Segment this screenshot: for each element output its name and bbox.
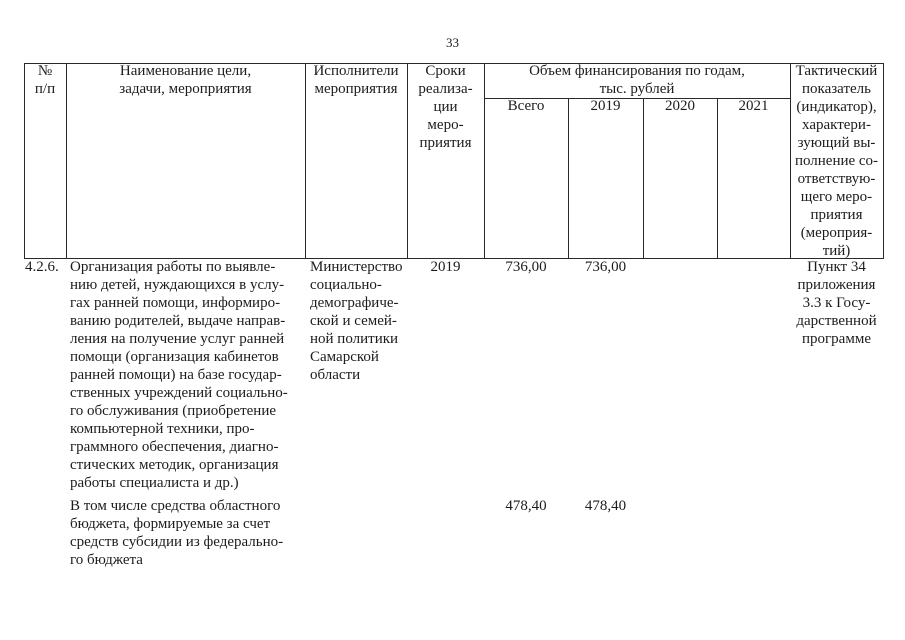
row-name: Организация работы по выявле- нию детей, нуждающихся в услу- гах ранней помощи, информиро- ванию родителей, выдаче направ- ления на получение услуг ранней помощи (организация кабинетов ранней помощи) на базе государ- ственных учреждений социально- го обслуживания (приобретение компьютерной техники, про- граммного обеспечения, диагно- стических методик, организация работы специалиста и др.) xyxy=(70,259,288,491)
row-funding-2019: 736,00 xyxy=(584,259,627,275)
table-grid-line xyxy=(643,98,644,259)
row-terms: 2019 xyxy=(430,259,461,275)
row-name: В том числе средства областного бюджета, формируемые за счет средств субсидии из федерально- го бюджета xyxy=(70,498,284,568)
row-funding-total: 736,00 xyxy=(505,259,547,275)
header-funding: Объем финансирования по годам, тыс. рублей xyxy=(529,63,745,97)
header-executors: Исполнители мероприятия xyxy=(313,63,399,97)
table-grid-line xyxy=(883,63,884,259)
row-indicator: Пункт 34 приложения 3.3 к Госу- дарственной программе xyxy=(796,259,877,347)
header-indicator: Тактический показатель (индикатор), характери- зующий вы- полнение со- ответствую- щего меро- приятия (мероприя- тий) xyxy=(794,63,879,259)
table-grid-line xyxy=(568,98,569,259)
page-number: 33 xyxy=(446,35,459,50)
header-name: Наименование цели, задачи, мероприятия xyxy=(119,63,252,97)
header-terms: Сроки реализа- ции меро- приятия xyxy=(418,63,473,151)
row-executors: Министерство социально- демографиче- ской и семей- ной политики Самарской области xyxy=(310,259,403,383)
row-funding-2019: 478,40 xyxy=(584,498,627,514)
row-num: 4.2.6. xyxy=(25,259,59,275)
header-funding-total: Всего xyxy=(507,98,545,114)
table-grid-line xyxy=(717,98,718,259)
header-num: № п/п xyxy=(34,63,56,97)
header-funding-2019: 2019 xyxy=(590,98,621,114)
header-funding-2021: 2021 xyxy=(738,98,769,114)
row-funding-total: 478,40 xyxy=(505,498,547,514)
header-funding-2020: 2020 xyxy=(665,98,695,114)
